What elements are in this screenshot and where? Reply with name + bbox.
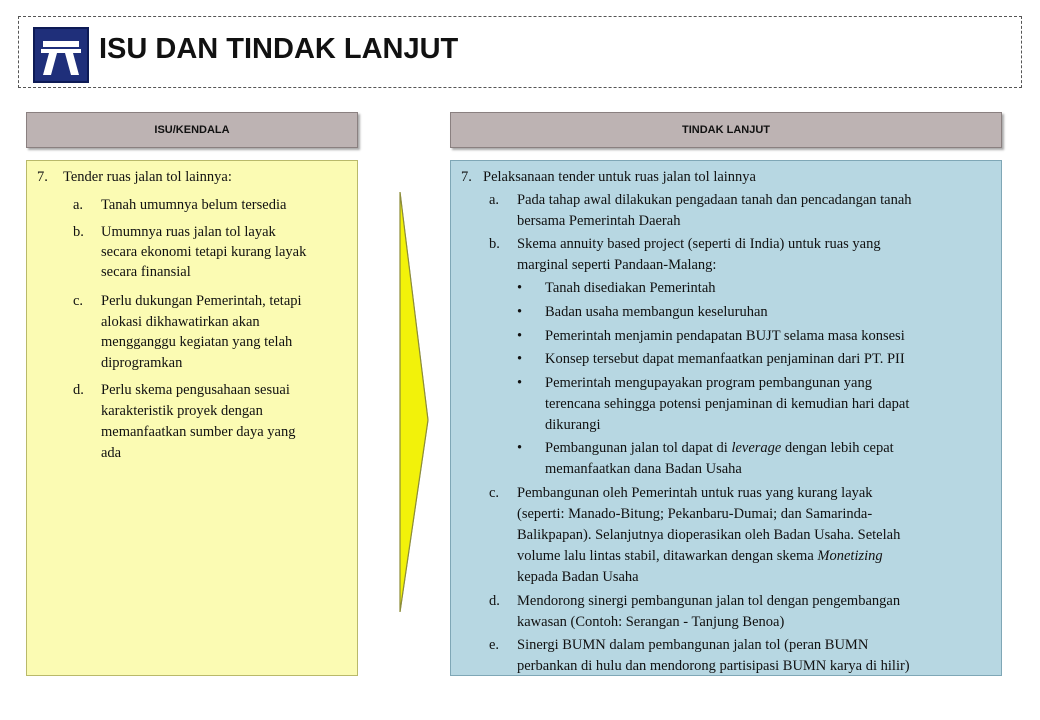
sub-line: Perlu dukungan Pemerintah, tetapi: [101, 293, 302, 309]
sub-letter: c.: [73, 293, 84, 309]
sub-letter: c.: [489, 485, 500, 501]
bullet-line: terencana sehingga potensi penjaminan di kemudian hari dapat: [545, 396, 910, 412]
bullet-mark: •: [517, 280, 523, 296]
sub-letter: a.: [489, 192, 500, 208]
sub-line: memanfaatkan sumber daya yang: [101, 424, 296, 440]
bullet-text: dengan lebih cepat: [781, 440, 894, 456]
sub-line: Pembangunan oleh Pemerintah untuk ruas yang kurang layak: [517, 485, 873, 501]
bullet-line: dikurangi: [545, 417, 601, 433]
isu-panel: [26, 160, 358, 676]
sub-line: bersama Pemerintah Daerah: [517, 213, 681, 229]
sub-line: karakteristik proyek dengan: [101, 403, 263, 419]
sub-letter: d.: [73, 382, 84, 398]
bullet-line: Pemerintah mengupayakan program pembangunan yang: [545, 375, 872, 391]
bullet-mark: •: [517, 351, 523, 367]
bullet-line: [545, 438, 894, 459]
page-title: ISU DAN TINDAK LANJUT: [99, 33, 459, 65]
arrow-right-icon: [380, 192, 432, 612]
item-title: Pelaksanaan tender untuk ruas jalan tol lainnya: [483, 169, 756, 185]
sub-line: secara ekonomi tetapi kurang layak: [101, 244, 307, 260]
sub-line: Mendorong sinergi pembangunan jalan tol dengan pengembangan: [517, 593, 901, 609]
title-box: [18, 16, 1022, 88]
sub-line: Umumnya ruas jalan tol layak: [101, 224, 276, 240]
sub-letter: a.: [73, 197, 84, 213]
bullet-text: Pembangunan jalan tol dapat di: [545, 440, 732, 456]
sub-line: kawasan (Contoh: Serangan - Tanjung Benoa): [517, 614, 785, 630]
italic-term: Monetizing: [817, 548, 883, 564]
bullet-line: Badan usaha membangun keseluruhan: [545, 304, 768, 320]
item-number: 7.: [461, 169, 472, 185]
bullet-mark: •: [517, 440, 523, 456]
sub-letter: d.: [489, 593, 500, 609]
sub-line: [517, 546, 883, 567]
sub-line: secara finansial: [101, 264, 191, 280]
bullet-line: Tanah disediakan Pemerintah: [545, 280, 716, 296]
tindak-panel: [450, 160, 1002, 676]
item-title: Tender ruas jalan tol lainnya:: [63, 169, 232, 185]
bullet-mark: •: [517, 375, 523, 391]
sub-line: kepada Badan Usaha: [517, 569, 639, 585]
isu-header: ISU/KENDALA: [26, 112, 358, 148]
bullet-line: Pemerintah menjamin pendapatan BUJT selama masa konsesi: [545, 328, 905, 344]
sub-line: perbankan di hulu dan mendorong partisipasi BUMN karya di hilir): [517, 658, 910, 674]
sub-line: Balikpapan). Selanjutnya dioperasikan oleh Badan Usaha. Setelah: [517, 527, 901, 543]
italic-term: leverage: [731, 440, 782, 456]
item-number: 7.: [37, 169, 48, 185]
sub-line: (seperti: Manado-Bitung; Pekanbaru-Dumai; dan Samarinda-: [517, 506, 873, 522]
bullet-line: Konsep tersebut dapat memanfaatkan penjaminan dari PT. PII: [545, 351, 905, 367]
bullet-mark: •: [517, 328, 523, 344]
sub-line: Tanah umumnya belum tersedia: [101, 197, 287, 213]
tindak-header: TINDAK LANJUT: [450, 112, 1002, 148]
sub-line: Sinergi BUMN dalam pembangunan jalan tol (peran BUMN: [517, 637, 869, 653]
sub-line: Pada tahap awal dilakukan pengadaan tanah dan pencadangan tanah: [517, 192, 912, 208]
highway-icon: [33, 27, 89, 83]
sub-line: alokasi dikhawatirkan akan: [101, 314, 260, 330]
sub-letter: b.: [73, 224, 84, 240]
sub-line: Skema annuity based project (seperti di India) untuk ruas yang: [517, 236, 881, 252]
sub-letter: b.: [489, 236, 500, 252]
sub-line: mengganggu kegiatan yang telah: [101, 334, 293, 350]
sub-line: Perlu skema pengusahaan sesuai: [101, 382, 290, 398]
bullet-mark: •: [517, 304, 523, 320]
sub-line: marginal seperti Pandaan-Malang:: [517, 257, 717, 273]
sub-line: diprogramkan: [101, 355, 183, 371]
bullet-line: memanfaatkan dana Badan Usaha: [545, 461, 742, 477]
sub-text: volume lalu lintas stabil, ditawarkan dengan skema: [517, 548, 818, 564]
sub-letter: e.: [489, 637, 500, 653]
sub-line: ada: [101, 445, 122, 461]
